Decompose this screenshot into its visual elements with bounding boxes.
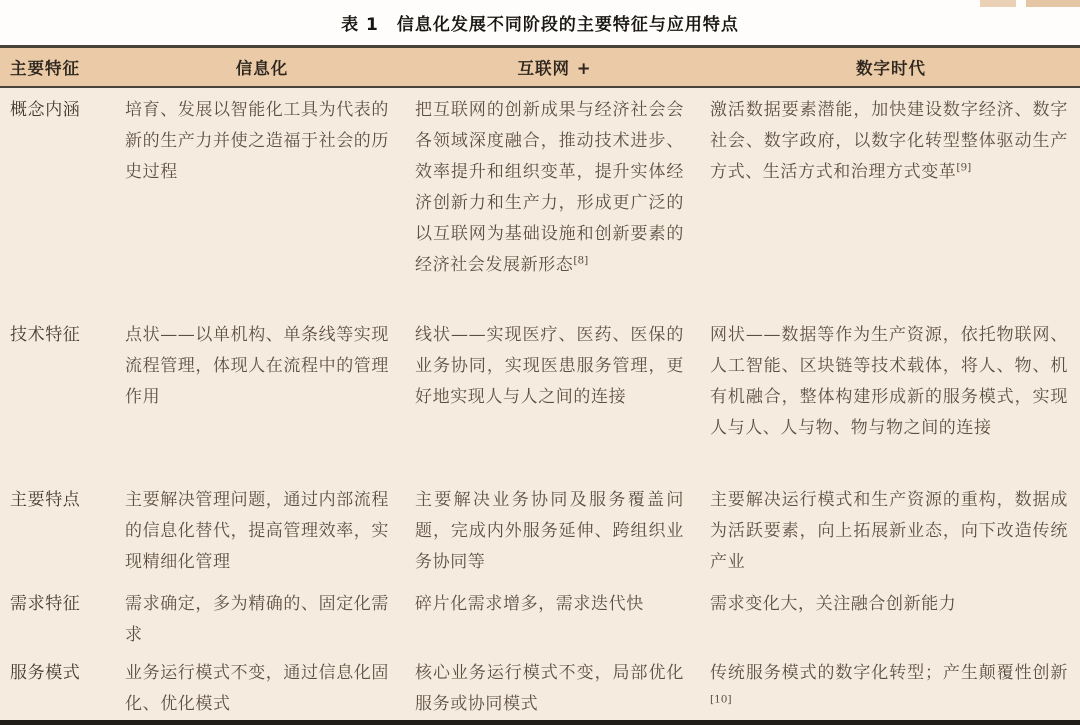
- cell-text: 碎片化需求增多，需求迭代快: [415, 594, 644, 614]
- cell-text: 核心业务运行模式不变，局部优化服务或协同模式: [415, 663, 684, 714]
- cell-informatization: [117, 651, 407, 720]
- cell-informatization: [117, 478, 407, 578]
- row-label: 需求特征: [10, 594, 81, 614]
- cell-text: 把互联网的创新成果与经济社会会各领域深度融合，推动技术进步、效率提升和组织变革，提升实体经济创新力和生产力，形成更广泛的以互联网为基础设施和创新要素的经济社会发展新形态: [415, 100, 684, 275]
- cell-internet-plus: [407, 582, 702, 620]
- table-header-row: [0, 48, 1080, 88]
- cell-internet-plus: [407, 651, 702, 720]
- cell-internet-plus: [407, 478, 702, 578]
- cell-informatization: [117, 582, 407, 651]
- table-row-technology: [0, 313, 1080, 478]
- citation-ref: [8]: [573, 254, 589, 267]
- header-digital-era: 数字时代: [856, 59, 926, 78]
- cell-internet-plus: [407, 88, 702, 281]
- scan-artifact-strip: [1026, 0, 1080, 7]
- cell-text: 业务运行模式不变，通过信息化固化、优化模式: [125, 663, 389, 714]
- characteristics-table: [0, 45, 1080, 725]
- header-informatization: 信息化: [235, 59, 289, 78]
- cell-text: 需求变化大，关注融合创新能力: [710, 594, 957, 614]
- cell-digital-era: [702, 313, 1080, 444]
- cell-text: 传统服务模式的数字化转型；产生颠覆性创新: [710, 663, 1068, 683]
- row-label: 技术特征: [10, 325, 81, 345]
- cell-text: 主要解决业务协同及服务覆盖问题，完成内外服务延伸、跨组织业务协同等: [415, 490, 684, 572]
- table-row-main-points: [0, 478, 1080, 582]
- cell-text: 培育、发展以智能化工具为代表的新的生产力并使之造福于社会的历史过程: [125, 100, 389, 182]
- row-label: 主要特点: [10, 490, 81, 510]
- cell-digital-era: [702, 478, 1080, 578]
- header-internet-plus: 互联网 +: [517, 59, 592, 78]
- citation-ref: [10]: [710, 693, 732, 706]
- table-title: 表 1 信息化发展不同阶段的主要特征与应用特点: [341, 15, 739, 35]
- scan-artifact-strip: [980, 0, 1016, 7]
- cell-informatization: [117, 88, 407, 188]
- table-row-service-model: [0, 651, 1080, 720]
- cell-text: 主要解决运行模式和生产资源的重构，数据成为活跃要素，向上拓展新业态，向下改造传统产业: [710, 490, 1068, 572]
- header-main-feature: 主要特征: [10, 59, 80, 78]
- cell-text: 主要解决管理问题，通过内部流程的信息化替代，提高管理效率，实现精细化管理: [125, 490, 389, 572]
- row-label: 概念内涵: [10, 100, 81, 120]
- cell-digital-era: [702, 88, 1080, 188]
- row-label: 服务模式: [10, 663, 81, 683]
- cell-text: 点状——以单机构、单条线等实现流程管理，体现人在流程中的管理作用: [125, 325, 389, 407]
- cell-text: 线状——实现医疗、医药、医保的业务协同，实现医患服务管理，更好地实现人与人之间的连接: [415, 325, 684, 407]
- cell-text: 网状——数据等作为生产资源，依托物联网、人工智能、区块链等技术载体，将人、物、机有机融合，整体构建形成新的服务模式，实现人与人、人与物、物与物之间的连接: [710, 325, 1068, 438]
- cell-text: 需求确定，多为精确的、固定化需求: [125, 594, 389, 645]
- cell-internet-plus: [407, 313, 702, 413]
- table-body: [0, 88, 1080, 720]
- table-row-demand: [0, 582, 1080, 651]
- cell-digital-era: [702, 651, 1080, 720]
- cell-text: 激活数据要素潜能，加快建设数字经济、数字社会、数字政府，以数字化转型整体驱动生产方式、生活方式和治理方式变革: [710, 100, 1068, 182]
- citation-ref: [9]: [956, 161, 972, 174]
- table-row-concept: [0, 88, 1080, 313]
- cell-informatization: [117, 313, 407, 413]
- title-bar: [0, 0, 1080, 45]
- cell-digital-era: [702, 582, 1080, 620]
